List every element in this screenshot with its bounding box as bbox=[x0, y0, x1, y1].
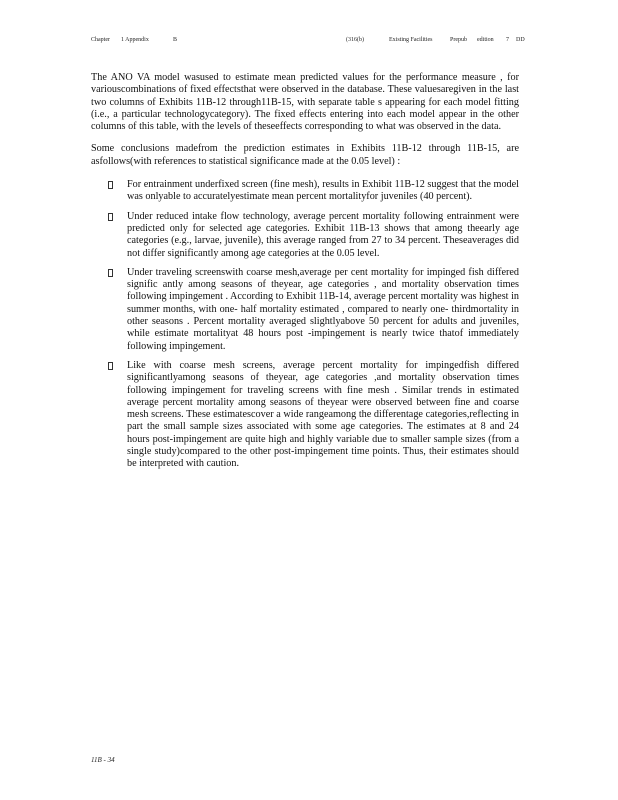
bullet-box-icon bbox=[108, 362, 113, 370]
list-item bbox=[91, 267, 519, 353]
bullet-box-icon bbox=[108, 213, 113, 221]
list-item bbox=[91, 360, 519, 471]
list-item-text: Under traveling screenswith coarse mesh,average per cent mortality for impinged fish differed signific antly among seasons of theyear, age categories , and mortality observation times following impingement . According to Exhibit 11B-14, average percent mortality was highest in summer months, with one- half mortality estimated , compared to nearly one- thirdmortality in other seasons . Percent mortality averaged slightlyabove 50 percent for adults and juveniles, while estimate mortalityat 48 hours post -impingement is nearly twice thatof immediately following impingement. bbox=[127, 266, 519, 352]
list-item bbox=[91, 179, 519, 204]
page-number: 11B - 34 bbox=[91, 756, 115, 764]
list-item-text: Like with coarse mesh screens, average percent mortality for impingedfish differed significantlyamong seasons of theyear, age categories ,and mortality observation times following impingement for traveling screens with fine mesh . Similar trends in estimated average percent mortality among seasons of theyear were observed between fine and coarse mesh screens. These estimatescover a wide rangeamong the differentage categories,reflecting in part the small sample sizes associated with some age categories. The estimates at 8 and 24 hours post-impingement are quite high and highly variable due to smaller sample sizes (from a single study)compared to the other post-impingement time points. Thus, their estimates should be interpreted with caution. bbox=[127, 359, 519, 470]
bullet-box-icon bbox=[108, 181, 113, 189]
header-section: B bbox=[173, 37, 178, 43]
header-edition: edition bbox=[477, 37, 494, 43]
bullet-box-icon bbox=[108, 269, 113, 277]
running-header bbox=[91, 37, 531, 47]
list-item-text: For entrainment underfixed screen (fine mesh), results in Exhibit 11B-12 suggest that the model was onlyable to accuratelyestimate mean percent mortalityfor juveniles (40 percent). bbox=[127, 179, 519, 203]
header-appendix: 1 Appendix bbox=[121, 37, 149, 43]
header-date-part: 7 bbox=[506, 37, 509, 43]
header-code: (316(b) bbox=[346, 37, 364, 43]
conclusions-list bbox=[91, 179, 519, 471]
header-status: Prepub bbox=[450, 37, 467, 43]
conclusions-intro: Some conclusions madefrom the prediction estimates in Exhibits 11B-12 through 11B-15, are asfollows(with references to statistical significance made at the 0.05 level) : bbox=[91, 143, 519, 167]
header-rule: Existing Facilities bbox=[389, 37, 433, 43]
list-item-text: Under reduced intake flow technology, average percent mortality following entrainment were predicted only for selected age categories. Exhibit 11B-13 shows that among theearly age categories (e.g., larvae, juvenile), this average ranged from 27 to 34 percent. Theseaverages did not differ significantly among age categories at the 0.05 level. bbox=[127, 210, 519, 259]
intro-paragraph: The ANO VA model wasused to estimate mean predicted values for the performance measure , for variouscombinations of fixed effectsthat were observed in the database. These valuesaregiven in the last two columns of Exhibits 11B-12 through11B-15, with separate table s appearing for each model fitting (i.e., a particular technologycategory). The fixed effects entering into each model appear in the other columns of this table, with the levels of theseeffects corresponding to what was observed in the data. bbox=[91, 72, 519, 133]
document-body bbox=[91, 72, 519, 478]
header-chapter: Chapter bbox=[91, 37, 110, 43]
list-item bbox=[91, 211, 519, 260]
header-date-part-2: DD bbox=[516, 37, 525, 43]
